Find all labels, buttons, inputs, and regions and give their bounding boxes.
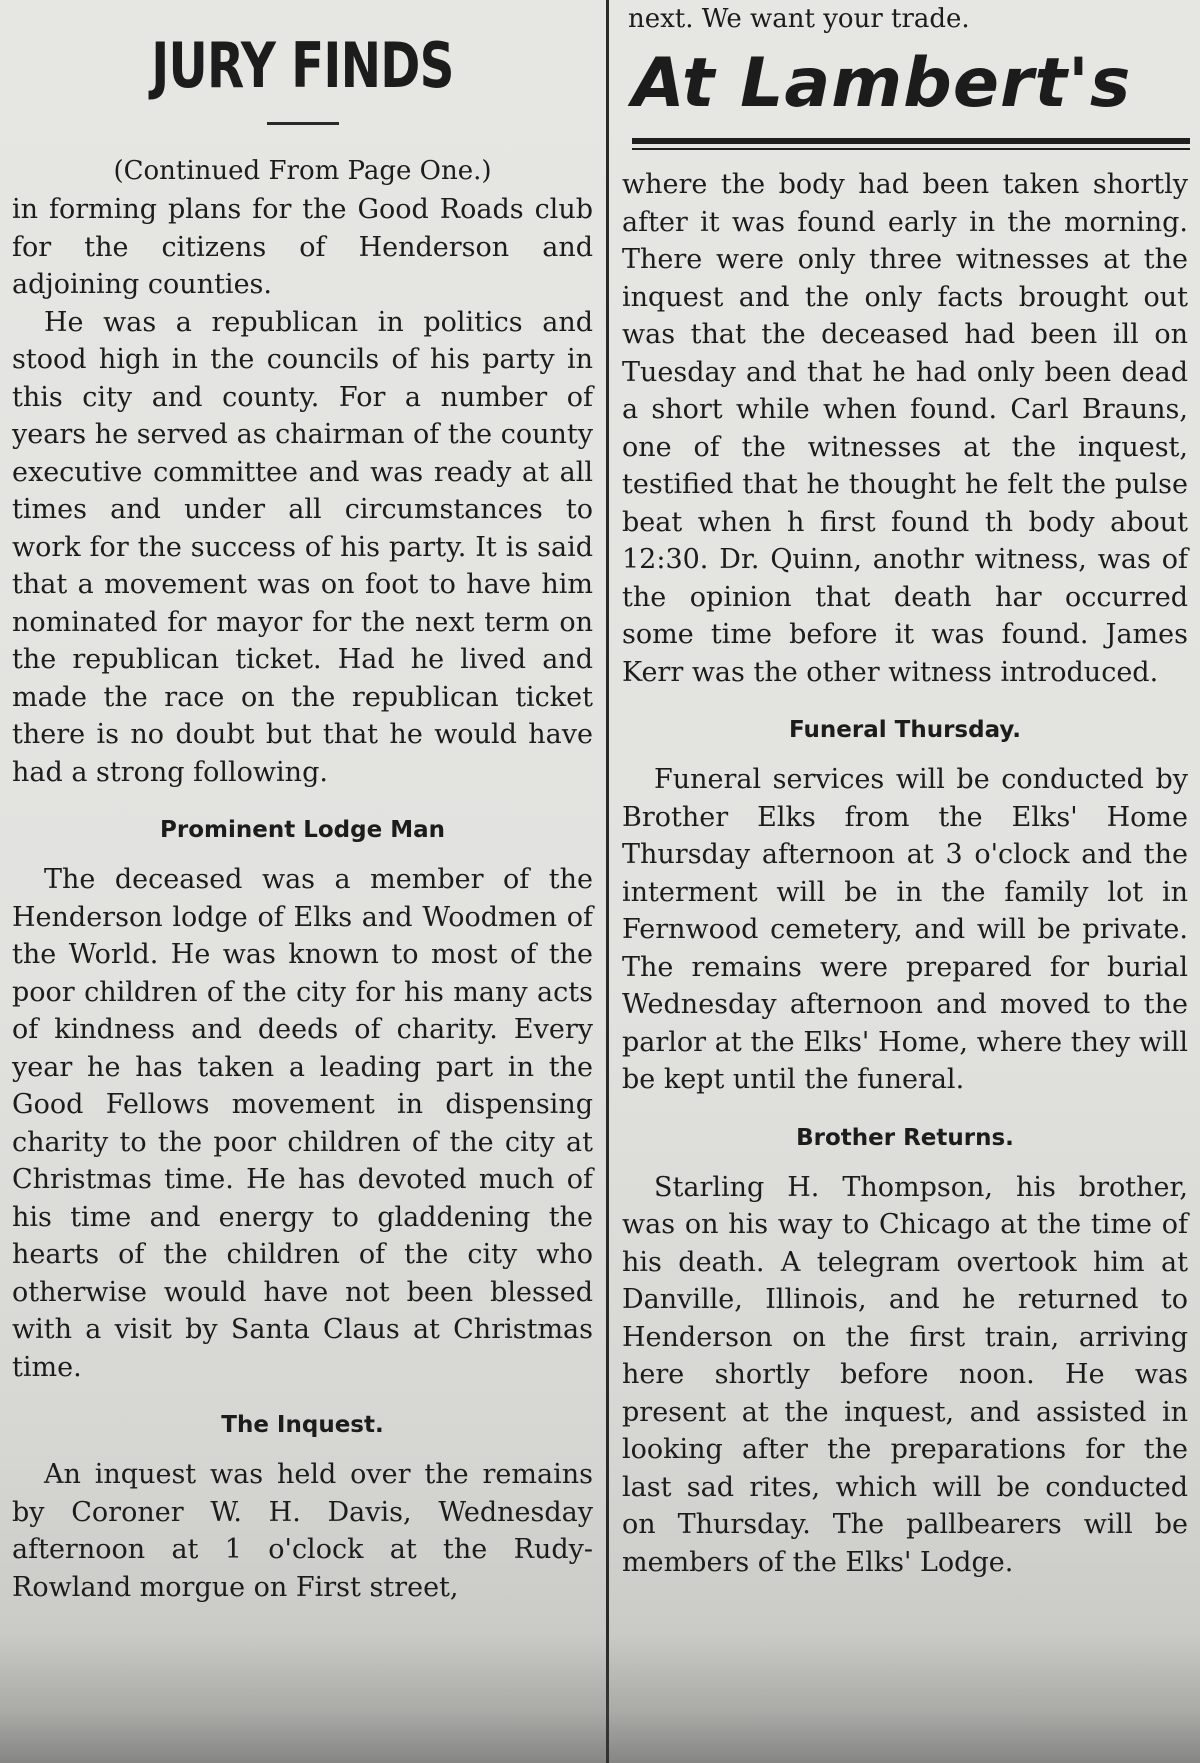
- paragraph-lodge: The deceased was a member of the Henderson lodge of Elks and Woodmen of the World. He was known to most of the poor children of the city for his many acts of kindness and deeds of charity. Every year he has taken a leading part in the Good Fellows movement in dispensing charity to the poor children of the city at Christmas time. He has devoted much of his time and energy to gladdening the hearts of the children of the city who otherwise would have not been blessed with a visit by Santa Claus at Christmas time.: [12, 864, 593, 1383]
- headline-rule: [267, 122, 339, 125]
- paragraph-inquest-start: An inquest was held over the remains by Coroner W. H. Davis, Wednesday afternoon at 1 o'clock at the Rudy-Rowland morgue on First street,: [12, 1459, 593, 1603]
- paragraph-brother: Starling H. Thompson, his brother, was on his way to Chicago at the time of his death. A telegram overtook him at Danville, Illinois, and he returned to Henderson on the first train, arriving here shortly before noon. He was present at the inquest, and assisted in looking after the preparations for the last sad rites, which will be conducted on Thursday. The pallbearers will be members of the Elks' Lodge.: [622, 1171, 1188, 1578]
- subhead-prominent-lodge-man: Prominent Lodge Man: [160, 817, 445, 843]
- paragraph-politics: He was a republican in politics and stood high in the councils of his party in this city and county. For a number of years he served as chairman of the county executive committee and was ready at all times and under all circumstances to work for the success of his party. It is said that a movement was on foot to have him nominated for mayor for the next term on the republican ticket. Had he lived and made the race on the republican ticket there is no doubt but that he would have had a strong following.: [12, 306, 593, 788]
- column-divider: [606, 0, 609, 1763]
- continued-note: (Continued From Page One.): [113, 156, 492, 186]
- subhead-funeral-thursday: Funeral Thursday.: [788, 717, 1022, 743]
- ad-tagline: next. We want your trade.: [628, 4, 970, 34]
- paragraph-funeral: Funeral services will be conducted by Brother Elks from the Elks' Home Thursday afternoon at 3 o'clock and the interment will be in the family lot in Fernwood cemetery, and will be private. The remains were prepared for burial Wednesday afternoon and moved to the parlor at the Elks' Home, where they will be kept until the funeral.: [622, 764, 1188, 1095]
- subhead-brother-returns: Brother Returns.: [796, 1124, 1014, 1151]
- subhead-the-inquest: The Inquest.: [221, 1412, 384, 1438]
- paragraph-inquest-continued: where the body had been taken shortly after it was found early in the morning. There were only three witnesses at the inquest and the only facts brought out was that the deceased had been ill on Tuesday and that he had only been dead a short while when found. Carl Brauns, one of the witnesses at the inquest, testified that he thought he felt the pulse beat when h first found th body about 12:30. Dr. Quinn, anothr witness, was of the opinion that death har occurred some time before it was found. James Kerr was the other witness introduced.: [622, 169, 1188, 688]
- paragraph-good-roads: in forming plans for the Good Roads club for the citizens of Henderson and adjoining counties.: [12, 194, 593, 300]
- right-column: [612, 0, 1200, 1763]
- headline: JURY FINDS: [151, 29, 454, 102]
- ad-lamberts: At Lambert's: [632, 44, 1132, 123]
- ad-double-rule: [632, 138, 1190, 150]
